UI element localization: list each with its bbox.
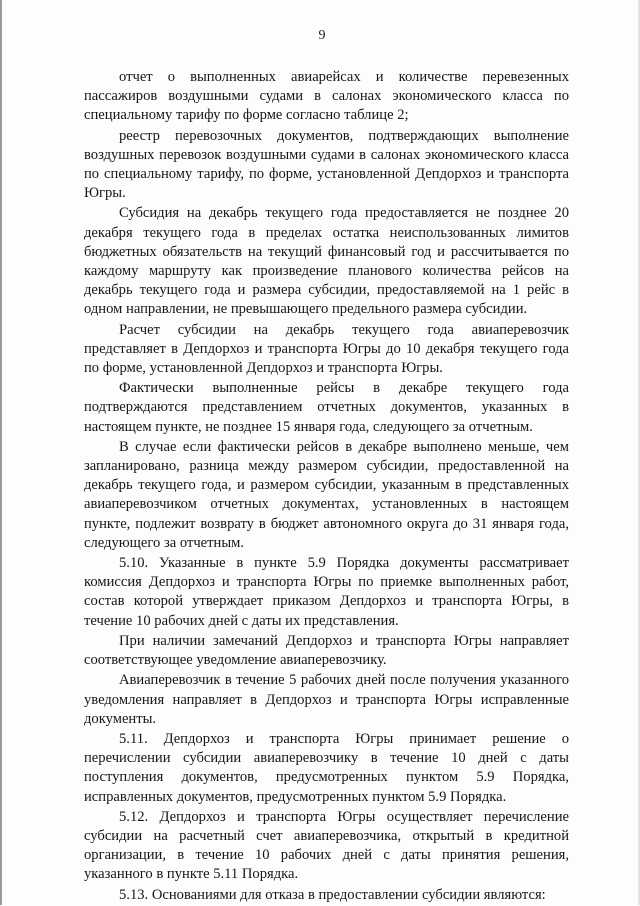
paragraph-refund: В случае если фактически рейсов в декабре выполнено меньше, чем запланировано, разница между размером субсидии, предоставленной на декабрь текущего года, и размером субсидии, указанным в представленных авиаперевозчиком отчетных документах, установленных в настоящем пункте, подлежит возврату в бюджет автономного округа до 31 января года, следующего за отчетным. xyxy=(84,438,569,551)
paragraph-corrected-documents: Авиаперевозчик в течение 5 рабочих дней после получения указанного уведомления направляет в Депдорхоз и транспорта Югры исправленные документы. xyxy=(84,672,569,727)
paragraph-5-12: 5.12. Депдорхоз и транспорта Югры осуществляет перечисление субсидии на расчетный счет авиаперевозчика, открытый в кредитной организации, в течение 10 рабочих дней с даты принятия решения, указанного в пункте 5.11 Порядка. xyxy=(84,808,569,883)
page-number: 9 xyxy=(318,28,326,43)
paragraph-5-10: 5.10. Указанные в пункте 5.9 Порядка документы рассматривает комиссия Депдорхоз и транспорта Югры по приемке выполненных работ, состав которой утверждает приказом Депдорхоз и транспорта Югры, в течение 10 рабочих дней с даты их представления. xyxy=(84,555,569,629)
paragraph-december-calculation: Расчет субсидии на декабрь текущего года авиаперевозчик представляет в Депдорхоз и транспорта Югры до 10 декабря текущего года по форме, установленной Депдорхоз и транспорта Югры. xyxy=(84,321,569,377)
paragraph-5-11: 5.11. Депдорхоз и транспорта Югры принимает решение о перечислении субсидии авиаперевозчику в течение 10 дней с даты поступления документов, предусмотренных пунктом 5.9 Порядка, исправленных документов, предусмотренных пунктом 5.9 Порядка. xyxy=(84,730,569,805)
paragraph-remarks: При наличии замечаний Депдорхоз и транспорта Югры направляет соответствующее уведомление авиаперевозчику. xyxy=(84,632,569,669)
paragraph-actual-flights: Фактически выполненные рейсы в декабре текущего года подтверждаются представлением отчетных документов, указанных в настоящем пункте, не позднее 15 января года, следующего за отчетным. xyxy=(84,380,569,435)
paragraph-report-flights: отчет о выполненных авиарейсах и количестве перевезенных пассажиров воздушными судами в салонах экономического класса по специальному тарифу по форме согласно таблице 2; xyxy=(84,69,569,124)
document-body xyxy=(84,68,569,906)
paragraph-december-subsidy: Субсидия на декабрь текущего года предоставляется не позднее 20 декабря текущего года в пределах остатка неиспользованных лимитов бюджетных обязательств на текущий финансовый год и рассчитывается по каждому маршруту как произведение планового количества рейсов на декабрь текущего года и размера субсидии, предоставляемой на 1 рейс в одном направлении, не превышающего предельного размера субсидии. xyxy=(84,205,569,318)
paragraph-5-13: 5.13. Основаниями для отказа в предоставлении субсидии являются: xyxy=(119,886,546,903)
paragraph-registry-documents: реестр перевозочных документов, подтверждающих выполнение воздушных перевозок воздушными судами в салонах экономического класса по специальному тарифу, по форме, установленной Депдорхоз и транспорта Югры. xyxy=(84,127,569,202)
